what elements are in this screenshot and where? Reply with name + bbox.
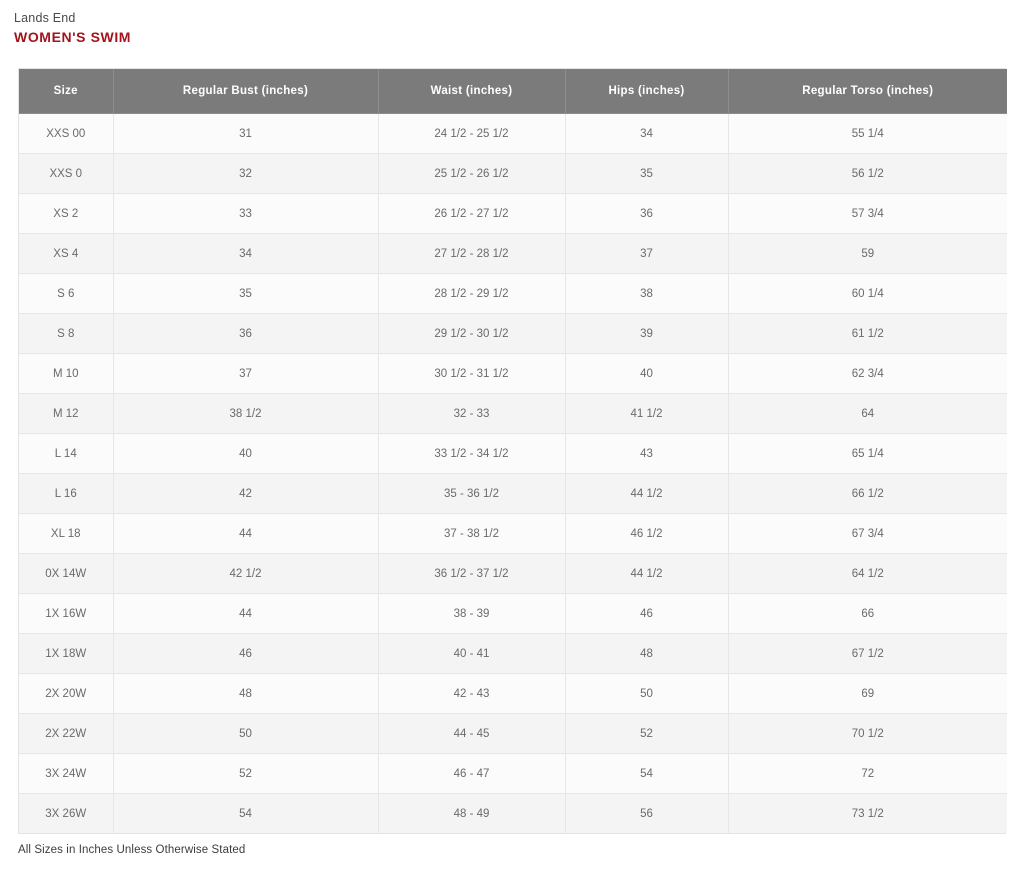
cell-measurement: 69 — [728, 674, 1007, 714]
cell-measurement: 25 1/2 - 26 1/2 — [378, 154, 565, 194]
table-row — [19, 394, 1007, 434]
cell-measurement: 44 1/2 — [565, 554, 728, 594]
cell-size: XS 4 — [19, 234, 113, 274]
cell-measurement: 61 1/2 — [728, 314, 1007, 354]
cell-size: XXS 0 — [19, 154, 113, 194]
column-header-size: Size — [19, 69, 113, 114]
cell-measurement: 42 — [113, 474, 378, 514]
table-row — [19, 634, 1007, 674]
cell-size: XXS 00 — [19, 114, 113, 154]
cell-measurement: 37 — [565, 234, 728, 274]
cell-measurement: 33 — [113, 194, 378, 234]
table-body — [19, 114, 1007, 834]
cell-size: M 10 — [19, 354, 113, 394]
column-header-torso: Regular Torso (inches) — [728, 69, 1007, 114]
cell-measurement: 27 1/2 - 28 1/2 — [378, 234, 565, 274]
cell-measurement: 35 — [113, 274, 378, 314]
cell-measurement: 32 — [113, 154, 378, 194]
cell-measurement: 40 — [113, 434, 378, 474]
cell-measurement: 73 1/2 — [728, 794, 1007, 834]
cell-measurement: 38 - 39 — [378, 594, 565, 634]
table-row — [19, 154, 1007, 194]
column-header-bust: Regular Bust (inches) — [113, 69, 378, 114]
cell-measurement: 52 — [565, 714, 728, 754]
cell-measurement: 38 — [565, 274, 728, 314]
cell-measurement: 44 — [113, 514, 378, 554]
cell-measurement: 54 — [113, 794, 378, 834]
cell-measurement: 72 — [728, 754, 1007, 794]
cell-measurement: 35 — [565, 154, 728, 194]
cell-size: XL 18 — [19, 514, 113, 554]
table-row — [19, 234, 1007, 274]
cell-size: 1X 16W — [19, 594, 113, 634]
cell-size: 2X 22W — [19, 714, 113, 754]
brand-name: Lands End — [14, 11, 76, 25]
table-row — [19, 114, 1007, 154]
cell-measurement: 42 - 43 — [378, 674, 565, 714]
cell-measurement: 57 3/4 — [728, 194, 1007, 234]
cell-measurement: 48 - 49 — [378, 794, 565, 834]
cell-measurement: 62 3/4 — [728, 354, 1007, 394]
cell-size: 2X 20W — [19, 674, 113, 714]
cell-measurement: 56 — [565, 794, 728, 834]
table-row — [19, 354, 1007, 394]
cell-size: M 12 — [19, 394, 113, 434]
cell-size: S 6 — [19, 274, 113, 314]
cell-measurement: 66 1/2 — [728, 474, 1007, 514]
cell-measurement: 46 — [565, 594, 728, 634]
cell-measurement: 48 — [565, 634, 728, 674]
cell-measurement: 46 1/2 — [565, 514, 728, 554]
table-row — [19, 554, 1007, 594]
cell-measurement: 36 — [113, 314, 378, 354]
cell-measurement: 36 — [565, 194, 728, 234]
table-row — [19, 754, 1007, 794]
cell-measurement: 46 - 47 — [378, 754, 565, 794]
cell-measurement: 52 — [113, 754, 378, 794]
cell-measurement: 67 3/4 — [728, 514, 1007, 554]
cell-measurement: 70 1/2 — [728, 714, 1007, 754]
cell-size: 3X 26W — [19, 794, 113, 834]
cell-measurement: 59 — [728, 234, 1007, 274]
table-row — [19, 274, 1007, 314]
column-header-hips: Hips (inches) — [565, 69, 728, 114]
size-chart-table-wrapper — [18, 68, 1006, 834]
table-footnote: All Sizes in Inches Unless Otherwise Stated — [18, 844, 246, 856]
cell-measurement: 55 1/4 — [728, 114, 1007, 154]
cell-measurement: 40 — [565, 354, 728, 394]
cell-measurement: 37 — [113, 354, 378, 394]
cell-measurement: 60 1/4 — [728, 274, 1007, 314]
table-row — [19, 314, 1007, 354]
cell-measurement: 44 - 45 — [378, 714, 565, 754]
size-chart-table — [19, 69, 1007, 833]
header-block — [0, 0, 1024, 46]
cell-measurement: 33 1/2 - 34 1/2 — [378, 434, 565, 474]
cell-size: 0X 14W — [19, 554, 113, 594]
cell-measurement: 64 1/2 — [728, 554, 1007, 594]
cell-measurement: 29 1/2 - 30 1/2 — [378, 314, 565, 354]
table-row — [19, 594, 1007, 634]
cell-measurement: 64 — [728, 394, 1007, 434]
table-row — [19, 474, 1007, 514]
cell-measurement: 46 — [113, 634, 378, 674]
cell-measurement: 56 1/2 — [728, 154, 1007, 194]
cell-measurement: 44 — [113, 594, 378, 634]
column-header-waist: Waist (inches) — [378, 69, 565, 114]
cell-measurement: 35 - 36 1/2 — [378, 474, 565, 514]
cell-size: L 16 — [19, 474, 113, 514]
cell-size: 1X 18W — [19, 634, 113, 674]
cell-measurement: 48 — [113, 674, 378, 714]
cell-measurement: 36 1/2 - 37 1/2 — [378, 554, 565, 594]
table-row — [19, 434, 1007, 474]
cell-measurement: 39 — [565, 314, 728, 354]
table-row — [19, 794, 1007, 834]
cell-measurement: 66 — [728, 594, 1007, 634]
cell-measurement: 26 1/2 - 27 1/2 — [378, 194, 565, 234]
cell-measurement: 38 1/2 — [113, 394, 378, 434]
cell-size: 3X 24W — [19, 754, 113, 794]
cell-measurement: 32 - 33 — [378, 394, 565, 434]
cell-measurement: 30 1/2 - 31 1/2 — [378, 354, 565, 394]
cell-size: L 14 — [19, 434, 113, 474]
cell-measurement: 50 — [565, 674, 728, 714]
table-row — [19, 514, 1007, 554]
cell-measurement: 41 1/2 — [565, 394, 728, 434]
cell-measurement: 44 1/2 — [565, 474, 728, 514]
cell-measurement: 37 - 38 1/2 — [378, 514, 565, 554]
cell-measurement: 34 — [565, 114, 728, 154]
cell-size: S 8 — [19, 314, 113, 354]
table-row — [19, 194, 1007, 234]
cell-measurement: 31 — [113, 114, 378, 154]
cell-measurement: 40 - 41 — [378, 634, 565, 674]
cell-size: XS 2 — [19, 194, 113, 234]
cell-measurement: 65 1/4 — [728, 434, 1007, 474]
table-row — [19, 714, 1007, 754]
table-header-row — [19, 69, 1007, 114]
cell-measurement: 67 1/2 — [728, 634, 1007, 674]
cell-measurement: 54 — [565, 754, 728, 794]
table-row — [19, 674, 1007, 714]
cell-measurement: 24 1/2 - 25 1/2 — [378, 114, 565, 154]
cell-measurement: 50 — [113, 714, 378, 754]
cell-measurement: 42 1/2 — [113, 554, 378, 594]
cell-measurement: 34 — [113, 234, 378, 274]
page-title: WOMEN'S SWIM — [14, 29, 132, 45]
cell-measurement: 28 1/2 - 29 1/2 — [378, 274, 565, 314]
cell-measurement: 43 — [565, 434, 728, 474]
table-header — [19, 69, 1007, 114]
